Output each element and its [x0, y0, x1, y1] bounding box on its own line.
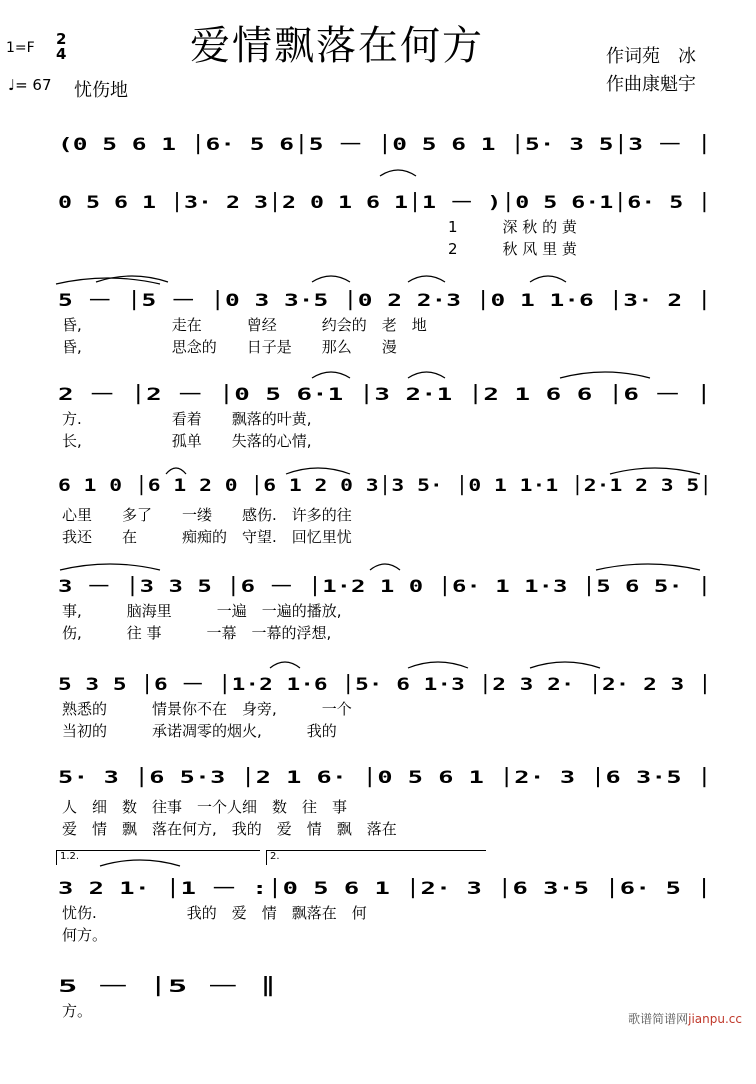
lyricist-credit: 作词苑 冰 — [606, 46, 696, 67]
slur — [166, 468, 186, 474]
slur — [100, 860, 180, 866]
slur — [610, 468, 700, 474]
slur — [408, 662, 468, 668]
notation-line: 5 － │5 － │0 3 3·5 │0 2 2·3 │0 1 1·6 │3· 2 │ — [58, 291, 712, 311]
lyric-verse-1: 熟悉的 情景你不在 身旁, 一个 — [62, 700, 352, 718]
notation-line: 2 － │2 － │0 5 6·1 │3 2·1 │2 1 6 6 │6 － │ — [58, 385, 712, 405]
notation-line: 3 2 1· │1 － :│0 5 6 1 │2· 3 │6 3·5 │6· 5 │ — [58, 879, 712, 899]
lyric-verse-1: 心里 多了 一缕 感伤. 许多的往 — [62, 506, 352, 524]
lyric-verse-2: 2 秋 风 里 黄 — [448, 240, 577, 258]
expression-marking: 忧伤地 — [74, 80, 128, 101]
notation-line: 3 － │3 3 5 │6 － │1·2 1 0 │6· 1 1·3 │5 6 5· │ — [58, 577, 712, 597]
notation-line: 5 3 5 │6 － │1·2 1·6 │5· 6 1·3 │2 3 2· │2· 2 3 │ — [58, 675, 712, 695]
slur — [530, 662, 600, 668]
watermark-site: 歌谱简谱网 — [628, 1012, 689, 1026]
notation-line: 5 － │5 － ║ — [58, 977, 278, 997]
meter-top: 2 — [56, 30, 67, 48]
notation-line: 5· 3 │6 5·3 │2 1 6· │0 5 6 1 │2· 3 │6 3·5 │ — [58, 768, 713, 788]
slur — [270, 662, 300, 668]
lyric-verse-1: 方。 — [62, 1002, 93, 1020]
lyric-verse-2: 何方。 — [62, 926, 108, 944]
composer-credit: 作曲康魁宇 — [606, 74, 696, 95]
tempo-marking: ♩= 67 — [8, 76, 52, 94]
slur — [408, 276, 445, 282]
lyric-verse-1: 方. 看着 飘落的叶黄, — [62, 410, 312, 428]
song-title: 爱情飘落在何方 — [190, 23, 484, 69]
key-signature: 1=F — [6, 40, 35, 56]
notation-line: 6 1 0 │6 1 2 0 │6 1 2 0 3│3 5· │0 1 1·1 │2·1 2 3 5│ — [58, 476, 713, 496]
lyric-verse-1: 人 细 数 往事 一个人细 数 往 事 — [62, 798, 348, 816]
slur — [312, 372, 350, 378]
slur — [560, 372, 650, 378]
lyric-verse-1: 忧伤. 我的 爱 情 飘落在 何 — [62, 904, 367, 922]
lyric-verse-1: 1 深 秋 的 黄 — [448, 218, 577, 236]
slur — [380, 170, 416, 176]
meter-bottom: 4 — [56, 45, 67, 63]
lyric-verse-2: 昏, 思念的 日子是 那么 漫 — [62, 338, 397, 356]
lyric-verse-2: 我还 在 痴痴的 守望. 回忆里忧 — [62, 528, 352, 546]
first-ending-bracket: 1.2. — [56, 850, 260, 865]
lyric-verse-1: 昏, 走在 曾经 约会的 老 地 — [62, 316, 427, 334]
slur — [530, 276, 566, 282]
lyric-verse-2: 长, 孤单 失落的心情, — [62, 432, 312, 450]
slur — [312, 276, 350, 282]
watermark — [628, 1010, 742, 1027]
slur — [60, 564, 160, 570]
lyric-verse-2: 爱 情 飘 落在何方, 我的 爱 情 飘 落在 — [62, 820, 397, 838]
slur — [408, 372, 445, 378]
slur — [286, 468, 350, 474]
slur — [370, 564, 400, 570]
lyric-verse-2: 当初的 承诺凋零的烟火, 我的 — [62, 722, 337, 740]
notation-line: (0 5 6 1 │6· 5 6│5 － │0 5 6 1 │5· 3 5│3 － │ — [58, 135, 712, 155]
lyric-verse-1: 事, 脑海里 一遍 一遍的播放, — [62, 602, 342, 620]
slur — [596, 564, 700, 570]
watermark-url: jianpu.cc — [688, 1012, 742, 1026]
lyric-verse-2: 伤, 往 事 一幕 一幕的浮想, — [62, 624, 332, 642]
second-ending-bracket: 2. — [266, 850, 486, 865]
notation-line: 0 5 6 1 │3· 2 3│2 0 1 6 1│1 － )│0 5 6·1│6· 5 │ — [58, 193, 712, 213]
